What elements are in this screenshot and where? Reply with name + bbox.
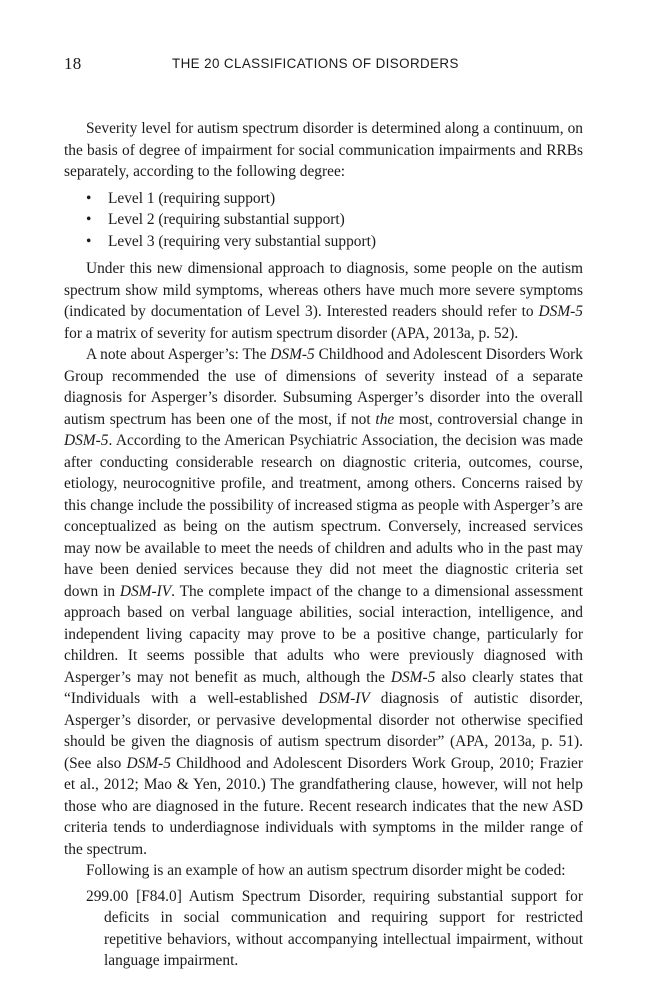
text-run: Childhood and Adolescent Disorders Work Group recommended the use of dimensions of severity instead of a separate diagnosis for Asperger’s disorder. Subsuming Asperger’s disorder into the overall autism spectrum has been one of the most, if not xyxy=(64,346,583,428)
severity-level-list xyxy=(64,188,583,253)
text-run: . The complete impact of the change to a dimensional assessment approach based on verbal language abilities, social interaction, intelligence, and independent living capacity may prove to be a positive change, particularly for children. It seems possible that adults who were previously diagnosed with Asperger’s may not benefit as much, although the xyxy=(64,582,583,686)
text-run: diagnosis of autistic disorder, Asperger’s disorder, or pervasive developmental disorder not otherwise specified should be given the diagnosis of autism spectrum disorder” (APA, 2013a, p. 51). (See also xyxy=(64,690,583,772)
text-run: Under this new dimensional approach to diagnosis, some people on the autism spectrum show mild symptoms, whereas others have much more severe symptoms (indicated by documentation of Level 3). Interested readers should refer to xyxy=(64,260,583,320)
list-item: • Level 3 (requiring very substantial support) xyxy=(86,231,583,253)
italic-run: DSM-IV xyxy=(318,690,370,707)
asperger-note-paragraph xyxy=(64,344,583,860)
text-run: also clearly states that “Individuals with a well-established xyxy=(64,668,583,707)
list-item: • Level 1 (requiring support) xyxy=(86,188,583,210)
coding-intro-paragraph: Following is an example of how an autism spectrum disorder might be coded: xyxy=(86,862,566,879)
running-head xyxy=(64,54,583,78)
dimensional-approach-paragraph xyxy=(64,258,583,344)
list-item: • Level 2 (requiring substantial support) xyxy=(86,209,583,231)
text-run: for a matrix of severity for autism spectrum disorder (APA, 2013a, p. 52). xyxy=(64,324,519,342)
coded-example: 299.00 [F84.0] Autism Spectrum Disorder, requiring substantial support for deficits in social communication and requiring support for restricted repetitive behaviors, without accompanying intellectual impairment, without language impairment. xyxy=(86,887,583,969)
text-run: . According to the American Psychiatric Association, the decision was made after conducting considerable research on diagnostic criteria, outcomes, course, etiology, neurocognitive profile, and treatment, among others. Concerns raised by this change include the possibility of increased stigma as people with Asperger’s are conceptualized as being on the autism spectrum. Conversely, increased services may now be available to meet the needs of children and adults who in the past may have been denied services because they did not meet the diagnostic criteria set down in xyxy=(64,432,583,600)
text-run: A note about Asperger’s: The xyxy=(86,346,271,363)
body-text xyxy=(64,118,583,972)
italic-run: DSM-5 xyxy=(390,668,436,686)
intro-paragraph: Severity level for autism spectrum disorder is determined along a continuum, on the basis of degree of impairment for social communication impairments and RRBs separately, according to the following degree: xyxy=(64,120,583,180)
italic-run: DSM-5 xyxy=(64,432,109,449)
italic-run: the xyxy=(375,410,395,428)
text-run: most, controversial change in xyxy=(394,410,583,428)
page-number: 18 xyxy=(64,54,82,73)
italic-run: DSM-5 xyxy=(270,346,315,363)
italic-run: DSM-5 xyxy=(126,754,171,772)
italic-run: DSM-IV xyxy=(119,582,172,600)
chapter-title: THE 20 CLASSIFICATIONS OF DISORDERS xyxy=(172,56,459,71)
text-run: Childhood and Adolescent Disorders Work Group, 2010; Frazier et al., 2012; Mao & Yen, 2010.) The grandfathering clause, however, will not help those who are diagnosed in the future. Recent research indicates that the new ASD criteria tends to underdiagnose individuals with symptoms in the milder range of the spectrum. xyxy=(64,754,583,858)
italic-run: DSM-5 xyxy=(538,303,583,320)
